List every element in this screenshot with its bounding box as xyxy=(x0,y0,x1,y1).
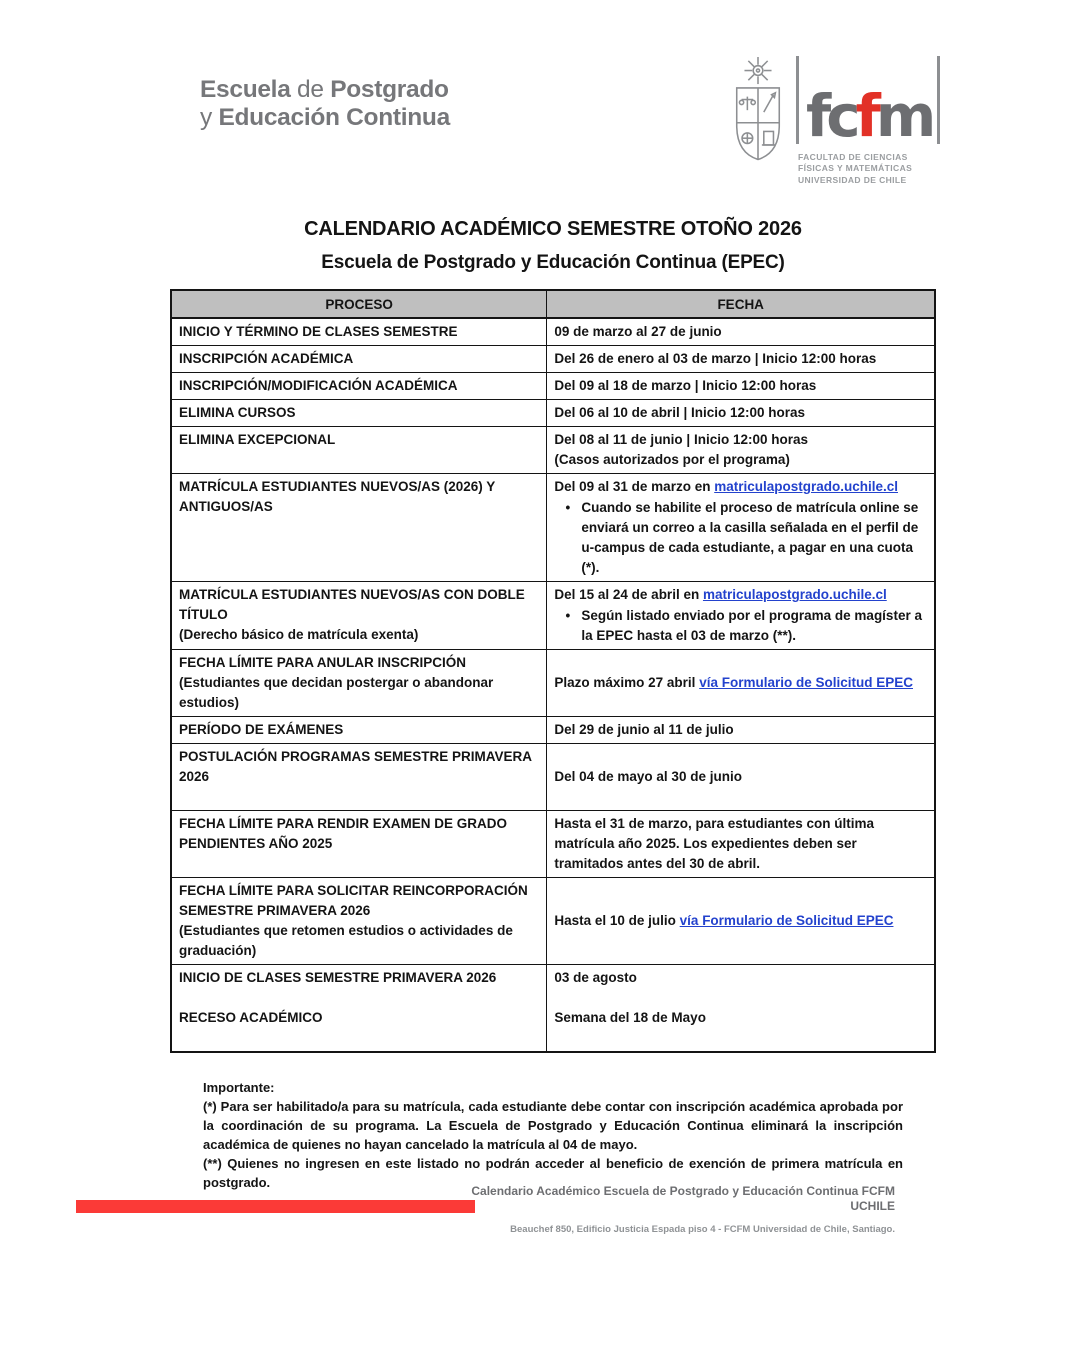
notes-label: Importante: xyxy=(203,1080,275,1095)
hyperlink[interactable]: vía Formulario de Solicitud EPEC xyxy=(699,675,913,690)
page-title: CALENDARIO ACADÉMICO SEMESTRE OTOÑO 2026 xyxy=(304,218,802,240)
cell-line xyxy=(554,477,926,497)
cell-line xyxy=(179,376,538,396)
fecha-cell xyxy=(547,318,935,346)
fcfm-red-letter: f xyxy=(855,81,876,150)
bullet-text xyxy=(581,498,926,578)
university-crest-icon xyxy=(729,56,787,174)
cell-line xyxy=(179,968,538,988)
table-row xyxy=(171,346,935,373)
cell-line xyxy=(554,834,926,854)
cell-line: enviará un correo a la casilla señalada en el perfil de xyxy=(581,520,919,535)
fecha-cell xyxy=(547,965,935,1053)
table-header-row xyxy=(171,290,935,318)
fcfm-wordmark xyxy=(796,56,940,150)
faculty-caption xyxy=(796,152,940,186)
cell-text: (Estudiantes que retomen estudios o actividades de xyxy=(179,923,513,938)
cell-text: MATRÍCULA ESTUDIANTES NUEVOS/AS CON DOBLE xyxy=(179,587,525,602)
cell-text: ELIMINA EXCEPCIONAL xyxy=(179,432,336,447)
calendar-table-body xyxy=(171,318,935,1052)
fecha-cell xyxy=(547,400,935,427)
cell-line xyxy=(179,477,538,497)
cell-text: SEMESTRE PRIMAVERA 2026 xyxy=(179,903,371,918)
cell-line xyxy=(179,497,538,517)
cell-text: RECESO ACADÉMICO xyxy=(179,1010,323,1025)
cell-line: u-campus de cada estudiante, a pagar en una cuota xyxy=(581,540,913,555)
cell-line: (*). xyxy=(581,560,600,575)
cell-line xyxy=(554,720,926,740)
cell-text: Hasta el 10 de julio xyxy=(554,913,680,928)
cell-line xyxy=(554,450,926,470)
cell-text: TÍTULO xyxy=(179,607,228,622)
cell-text: INSCRIPCIÓN/MODIFICACIÓN ACADÉMICA xyxy=(179,378,458,393)
fecha-cell xyxy=(547,582,935,650)
cell-text: ANTIGUOS/AS xyxy=(179,499,273,514)
wordmark-line-1: Escuela de Postgrado xyxy=(200,76,449,103)
cell-text: Del 08 al 11 de junio | Inicio 12:00 horas xyxy=(554,432,809,447)
cell-line xyxy=(554,430,926,450)
cell-text: (Casos autorizados por el programa) xyxy=(554,452,790,467)
table-row xyxy=(171,427,935,474)
footer-title-line: Calendario Académico Escuela de Postgrado y Educación Continua FCFM xyxy=(471,1184,895,1198)
cell-line xyxy=(179,430,538,450)
proceso-cell xyxy=(171,878,547,965)
cell-text: Plazo máximo 27 abril xyxy=(554,675,700,690)
hyperlink[interactable]: matriculapostgrado.uchile.cl xyxy=(714,479,898,494)
cell-text: 03 de agosto xyxy=(554,970,637,985)
bullet-marker: • xyxy=(565,500,571,515)
table-row xyxy=(171,717,935,744)
school-wordmark xyxy=(200,76,450,133)
fcfm-letters: fcfm xyxy=(806,81,932,150)
cell-text: Del 26 de enero al 03 de marzo | Inicio 12:00 horas xyxy=(554,351,877,366)
hyperlink[interactable]: vía Formulario de Solicitud EPEC xyxy=(679,913,894,928)
footer-org-line: UCHILE xyxy=(850,1199,895,1213)
table-row xyxy=(171,878,935,965)
bullet-item xyxy=(554,606,926,646)
fecha-cell xyxy=(547,346,935,373)
cell-line xyxy=(179,625,538,645)
cell-line xyxy=(554,854,926,874)
blank-line xyxy=(554,988,926,1008)
cell-text: Del 09 al 31 de marzo en xyxy=(554,479,715,494)
fecha-cell xyxy=(547,717,935,744)
proceso-cell xyxy=(171,474,547,582)
proceso-cell xyxy=(171,346,547,373)
fecha-cell xyxy=(547,811,935,878)
cell-text: (Estudiantes que decidan postergar o abandonar xyxy=(179,675,494,690)
cell-line xyxy=(554,376,926,396)
cell-text: Del 09 al 18 de marzo | Inicio 12:00 horas xyxy=(554,378,817,393)
footer-address: Beauchef 850, Edificio Justicia Espada piso 4 - FCFM Universidad de Chile, Santiago. xyxy=(510,1224,895,1235)
proceso-cell xyxy=(171,650,547,717)
cell-text: estudios) xyxy=(179,695,240,710)
important-notes xyxy=(203,1078,903,1192)
cell-text: Del 04 de mayo al 30 de junio xyxy=(554,769,742,784)
cell-text: tramitados antes del 30 de abril. xyxy=(554,856,760,871)
proceso-cell xyxy=(171,717,547,744)
cell-line xyxy=(179,605,538,625)
cell-text: Semana del 18 de Mayo xyxy=(554,1010,706,1025)
note-asterisk: (*) Para ser habilitado/a para su matrícula, cada estudiante debe contar con inscripción académica aprobada por la coordinación de su programa. La Escuela de Postgrado y Educación Continua eliminará la inscripción académica de quienes no hayan cancelado la matrícula al 04 de mayo. xyxy=(203,1099,903,1152)
blank-line xyxy=(179,1028,538,1048)
cell-text: FECHA LÍMITE PARA ANULAR INSCRIPCIÓN xyxy=(179,655,466,670)
cell-line xyxy=(179,881,538,901)
cell-text: PENDIENTES AÑO 2025 xyxy=(179,836,333,851)
cell-text: matrícula año 2025. Los expedientes deben ser xyxy=(554,836,857,851)
cell-line xyxy=(554,814,926,834)
fecha-cell xyxy=(547,427,935,474)
document-title-block xyxy=(170,218,936,274)
cell-line xyxy=(179,673,538,693)
cell-text: Hasta el 31 de marzo, para estudiantes con última xyxy=(554,816,874,831)
proceso-cell xyxy=(171,744,547,811)
proceso-cell xyxy=(171,965,547,1053)
table-row xyxy=(171,318,935,346)
blank-line xyxy=(179,787,538,807)
cell-text: Del 29 de junio al 11 de julio xyxy=(554,722,734,737)
hyperlink[interactable]: matriculapostgrado.uchile.cl xyxy=(702,587,887,602)
table-row xyxy=(171,811,935,878)
cell-line xyxy=(179,1008,538,1028)
cell-line xyxy=(554,767,926,787)
wordmark-line-2: y Educación Continua xyxy=(200,104,450,132)
fcfm-logo xyxy=(729,56,940,186)
faculty-caption-line: UNIVERSIDAD DE CHILE xyxy=(798,174,907,185)
proceso-cell xyxy=(171,373,547,400)
cell-line xyxy=(554,403,926,423)
column-header-proceso: PROCESO xyxy=(171,290,547,318)
cell-text: INICIO DE CLASES SEMESTRE PRIMAVERA 2026 xyxy=(179,970,497,985)
bullet-text xyxy=(581,606,926,646)
fecha-cell xyxy=(547,744,935,811)
cell-line xyxy=(179,901,538,921)
fcfm-wordmark-block xyxy=(796,56,940,186)
cell-text: INICIO Y TÉRMINO DE CLASES SEMESTRE xyxy=(179,324,458,339)
cell-text: Del 15 al 24 de abril en xyxy=(554,587,703,602)
cell-text: PERÍODO DE EXÁMENES xyxy=(179,722,344,737)
cell-text: 09 de marzo al 27 de junio xyxy=(554,324,722,339)
proceso-cell xyxy=(171,811,547,878)
proceso-cell xyxy=(171,427,547,474)
cell-text: ELIMINA CURSOS xyxy=(179,405,296,420)
table-row xyxy=(171,965,935,1053)
cell-line xyxy=(179,322,538,342)
calendar-table xyxy=(170,289,936,1053)
cell-text: POSTULACIÓN PROGRAMAS SEMESTRE PRIMAVERA xyxy=(179,749,533,764)
cell-line xyxy=(179,834,538,854)
note-double-asterisk: (**) Quienes no ingresen en este listado no podrán acceder al beneficio de exención de primera matrícula en postgrado. xyxy=(203,1156,903,1190)
table-row xyxy=(171,582,935,650)
cell-line xyxy=(554,322,926,342)
cell-line xyxy=(179,653,538,673)
table-row xyxy=(171,650,935,717)
cell-line xyxy=(179,403,538,423)
cell-line: Cuando se habilite el proceso de matrícula online se xyxy=(581,500,919,515)
blank-line xyxy=(179,988,538,1008)
cell-text: FECHA LÍMITE PARA RENDIR EXAMEN DE GRADO xyxy=(179,816,508,831)
cell-line xyxy=(554,968,926,988)
cell-text: (Derecho básico de matrícula exenta) xyxy=(179,627,419,642)
table-row xyxy=(171,744,935,811)
cell-line xyxy=(179,767,538,787)
cell-text: FECHA LÍMITE PARA SOLICITAR REINCORPORACIÓN xyxy=(179,883,528,898)
cell-line xyxy=(179,814,538,834)
cell-text: MATRÍCULA ESTUDIANTES NUEVOS/AS (2026) Y xyxy=(179,479,496,494)
cell-text: graduación) xyxy=(179,943,257,958)
cell-line xyxy=(179,349,538,369)
column-header-fecha: FECHA xyxy=(547,290,935,318)
blank-line xyxy=(554,1028,926,1048)
proceso-cell xyxy=(171,400,547,427)
cell-line xyxy=(179,921,538,941)
cell-line xyxy=(179,585,538,605)
table-row xyxy=(171,400,935,427)
cell-line xyxy=(179,941,538,961)
bullet-marker: • xyxy=(565,608,571,623)
cell-line xyxy=(554,1008,926,1028)
page-header xyxy=(0,0,1080,212)
cell-line xyxy=(554,673,926,693)
cell-line xyxy=(179,747,538,767)
cell-line xyxy=(554,911,926,931)
fecha-cell xyxy=(547,878,935,965)
faculty-caption-line: FÍSICAS Y MATEMÁTICAS xyxy=(798,163,913,174)
table-row xyxy=(171,474,935,582)
cell-line: la EPEC hasta el 03 de marzo (**). xyxy=(581,628,796,643)
bullet-item xyxy=(554,498,926,578)
proceso-cell xyxy=(171,582,547,650)
page-footer xyxy=(335,1184,895,1237)
fecha-cell xyxy=(547,474,935,582)
cell-text: Del 06 al 10 de abril | Inicio 12:00 horas xyxy=(554,405,806,420)
cell-line xyxy=(179,720,538,740)
cell-line xyxy=(179,693,538,713)
fecha-cell xyxy=(547,650,935,717)
cell-line: Según listado enviado por el programa de magíster a xyxy=(581,608,922,623)
cell-text: INSCRIPCIÓN ACADÉMICA xyxy=(179,351,354,366)
fecha-cell xyxy=(547,373,935,400)
page-subtitle: Escuela de Postgrado y Educación Continua (EPEC) xyxy=(321,252,785,273)
cell-line xyxy=(554,585,926,605)
table-row xyxy=(171,373,935,400)
faculty-caption-line: FACULTAD DE CIENCIAS xyxy=(798,152,908,162)
proceso-cell xyxy=(171,318,547,346)
cell-text: 2026 xyxy=(179,769,210,784)
cell-line xyxy=(554,349,926,369)
